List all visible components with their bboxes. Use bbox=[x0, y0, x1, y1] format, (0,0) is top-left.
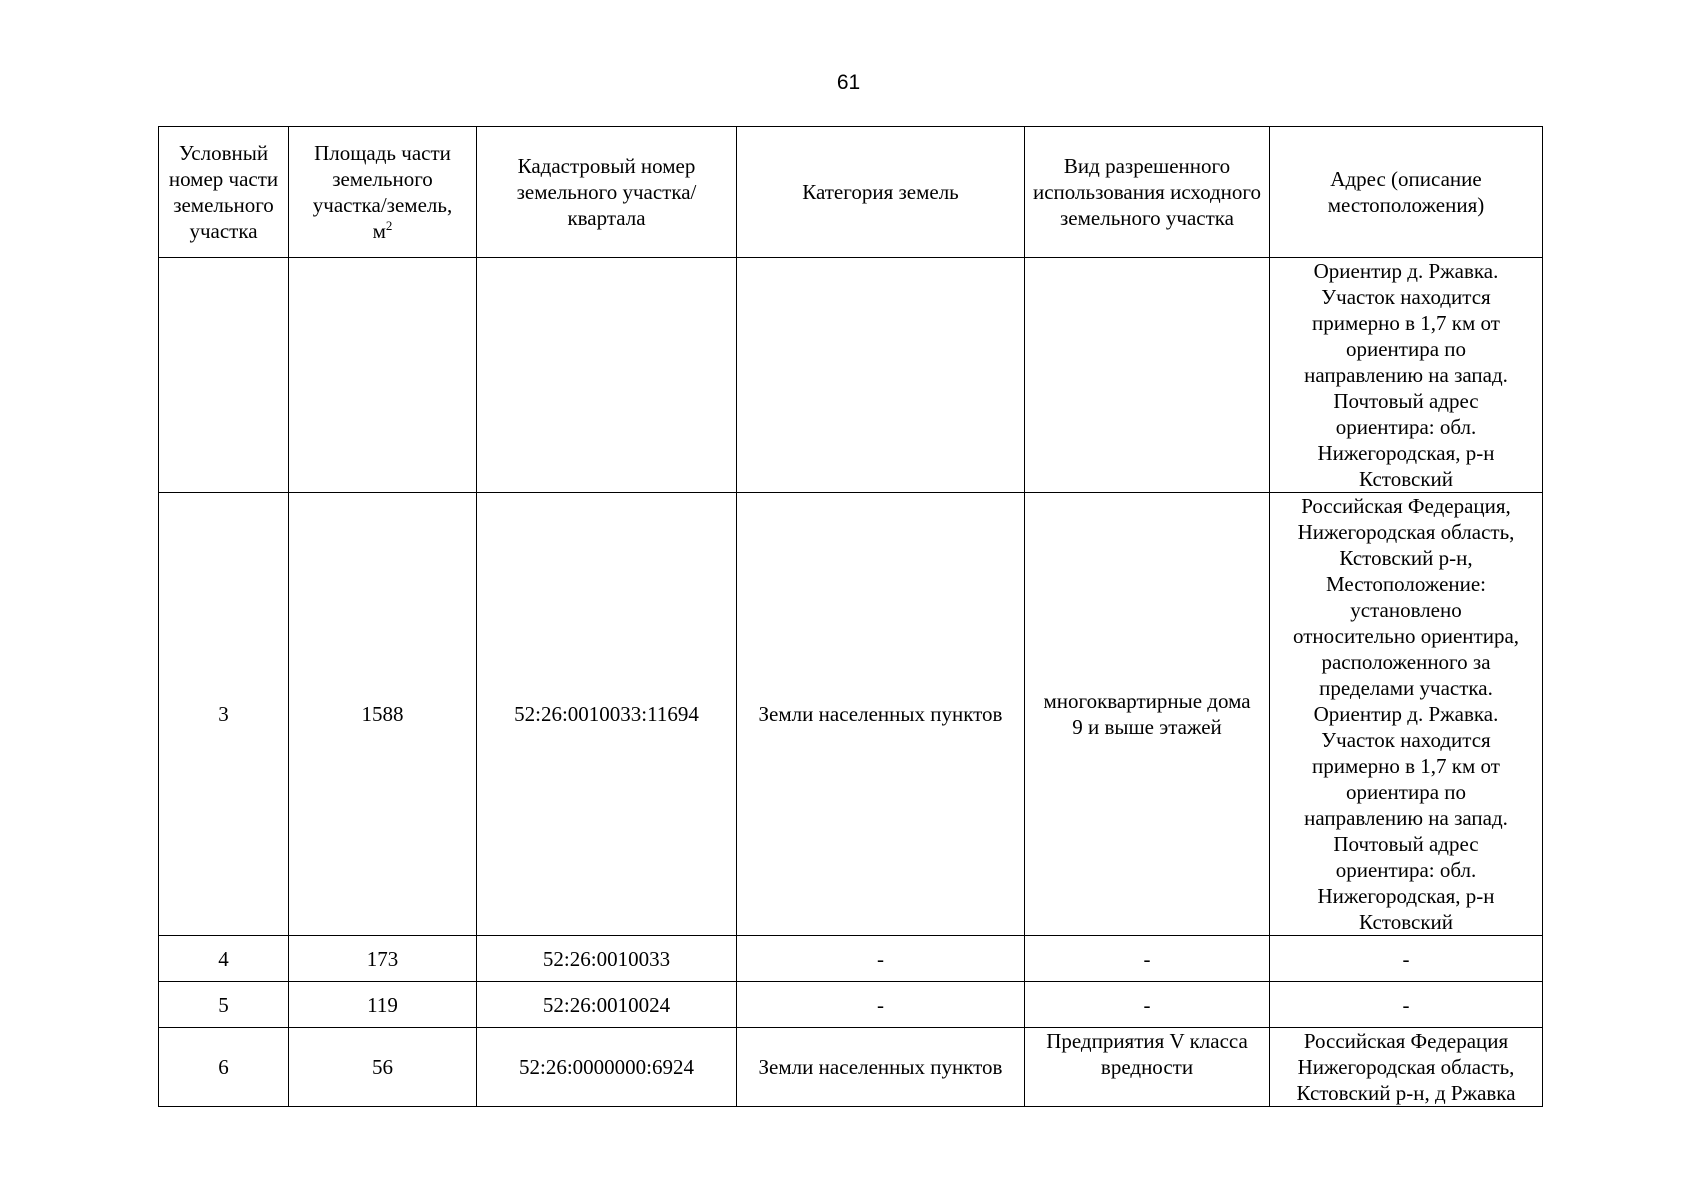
header-area-label: Площадь части земельного участка/земель, bbox=[312, 141, 453, 217]
cell-cadastral-number bbox=[477, 258, 737, 493]
cell-part-number: 3 bbox=[159, 493, 289, 936]
cell-land-category: - bbox=[737, 982, 1025, 1028]
land-plots-table bbox=[158, 126, 1543, 1107]
cell-area: 119 bbox=[289, 982, 477, 1028]
cell-cadastral-number: 52:26:0010033:11694 bbox=[477, 493, 737, 936]
cell-cadastral-number: 52:26:0010033 bbox=[477, 936, 737, 982]
header-land-category: Категория земель bbox=[737, 127, 1025, 258]
cell-part-number bbox=[159, 258, 289, 493]
header-area-unit: м bbox=[372, 219, 386, 243]
cell-area bbox=[289, 258, 477, 493]
cell-cadastral-number: 52:26:0010024 bbox=[477, 982, 737, 1028]
table-row bbox=[159, 258, 1543, 493]
header-row bbox=[159, 127, 1543, 258]
cell-part-number: 6 bbox=[159, 1028, 289, 1107]
cell-part-number: 5 bbox=[159, 982, 289, 1028]
header-address: Адрес (описание местоположения) bbox=[1270, 127, 1543, 258]
cell-address: Ориентир д. Ржавка. Участок находится примерно в 1,7 км от ориентира по направлению на запад. Почтовый адрес ориентира: обл. Нижегородская, р-н Кстовский bbox=[1270, 258, 1543, 493]
cell-permitted-use: - bbox=[1025, 936, 1270, 982]
cell-permitted-use: Предприятия V класса вредности bbox=[1025, 1028, 1270, 1107]
cell-land-category: Земли населенных пунктов bbox=[737, 493, 1025, 936]
cell-address: Российская Федерация, Нижегородская область, Кстовский р-н, Местоположение: установлено относительно ориентира, расположенного за пределами участка. Ориентир д. Ржавка. Участок находится примерно в 1,7 км от ориентира по направлению на запад. Почтовый адрес ориентира: обл. Нижегородская, р-н Кстовский bbox=[1270, 493, 1543, 936]
cell-land-category: Земли населенных пунктов bbox=[737, 1028, 1025, 1107]
cell-area: 1588 bbox=[289, 493, 477, 936]
table-row bbox=[159, 1028, 1543, 1107]
table-header bbox=[159, 127, 1543, 258]
cell-address: Российская Федерация Нижегородская область, Кстовский р-н, д Ржавка bbox=[1270, 1028, 1543, 1107]
header-part-number: Условный номер части земельного участка bbox=[159, 127, 289, 258]
header-permitted-use: Вид разрешенного использования исходного земельного участка bbox=[1025, 127, 1270, 258]
cell-address: - bbox=[1270, 982, 1543, 1028]
table-row bbox=[159, 936, 1543, 982]
header-cadastral-number: Кадастровый номер земельного участка/квартала bbox=[477, 127, 737, 258]
cell-part-number: 4 bbox=[159, 936, 289, 982]
cell-permitted-use bbox=[1025, 258, 1270, 493]
cell-land-category: - bbox=[737, 936, 1025, 982]
cell-area: 173 bbox=[289, 936, 477, 982]
cell-address: - bbox=[1270, 936, 1543, 982]
table-row bbox=[159, 493, 1543, 936]
cell-permitted-use: многоквартирные дома 9 и выше этажей bbox=[1025, 493, 1270, 936]
table-row bbox=[159, 982, 1543, 1028]
table-body bbox=[159, 258, 1543, 1107]
cell-area: 56 bbox=[289, 1028, 477, 1107]
header-area bbox=[289, 127, 477, 258]
cell-cadastral-number: 52:26:0000000:6924 bbox=[477, 1028, 737, 1107]
cell-land-category bbox=[737, 258, 1025, 493]
header-area-unit-exponent: 2 bbox=[385, 218, 393, 233]
cell-permitted-use: - bbox=[1025, 982, 1270, 1028]
page-number: 61 bbox=[836, 71, 861, 94]
